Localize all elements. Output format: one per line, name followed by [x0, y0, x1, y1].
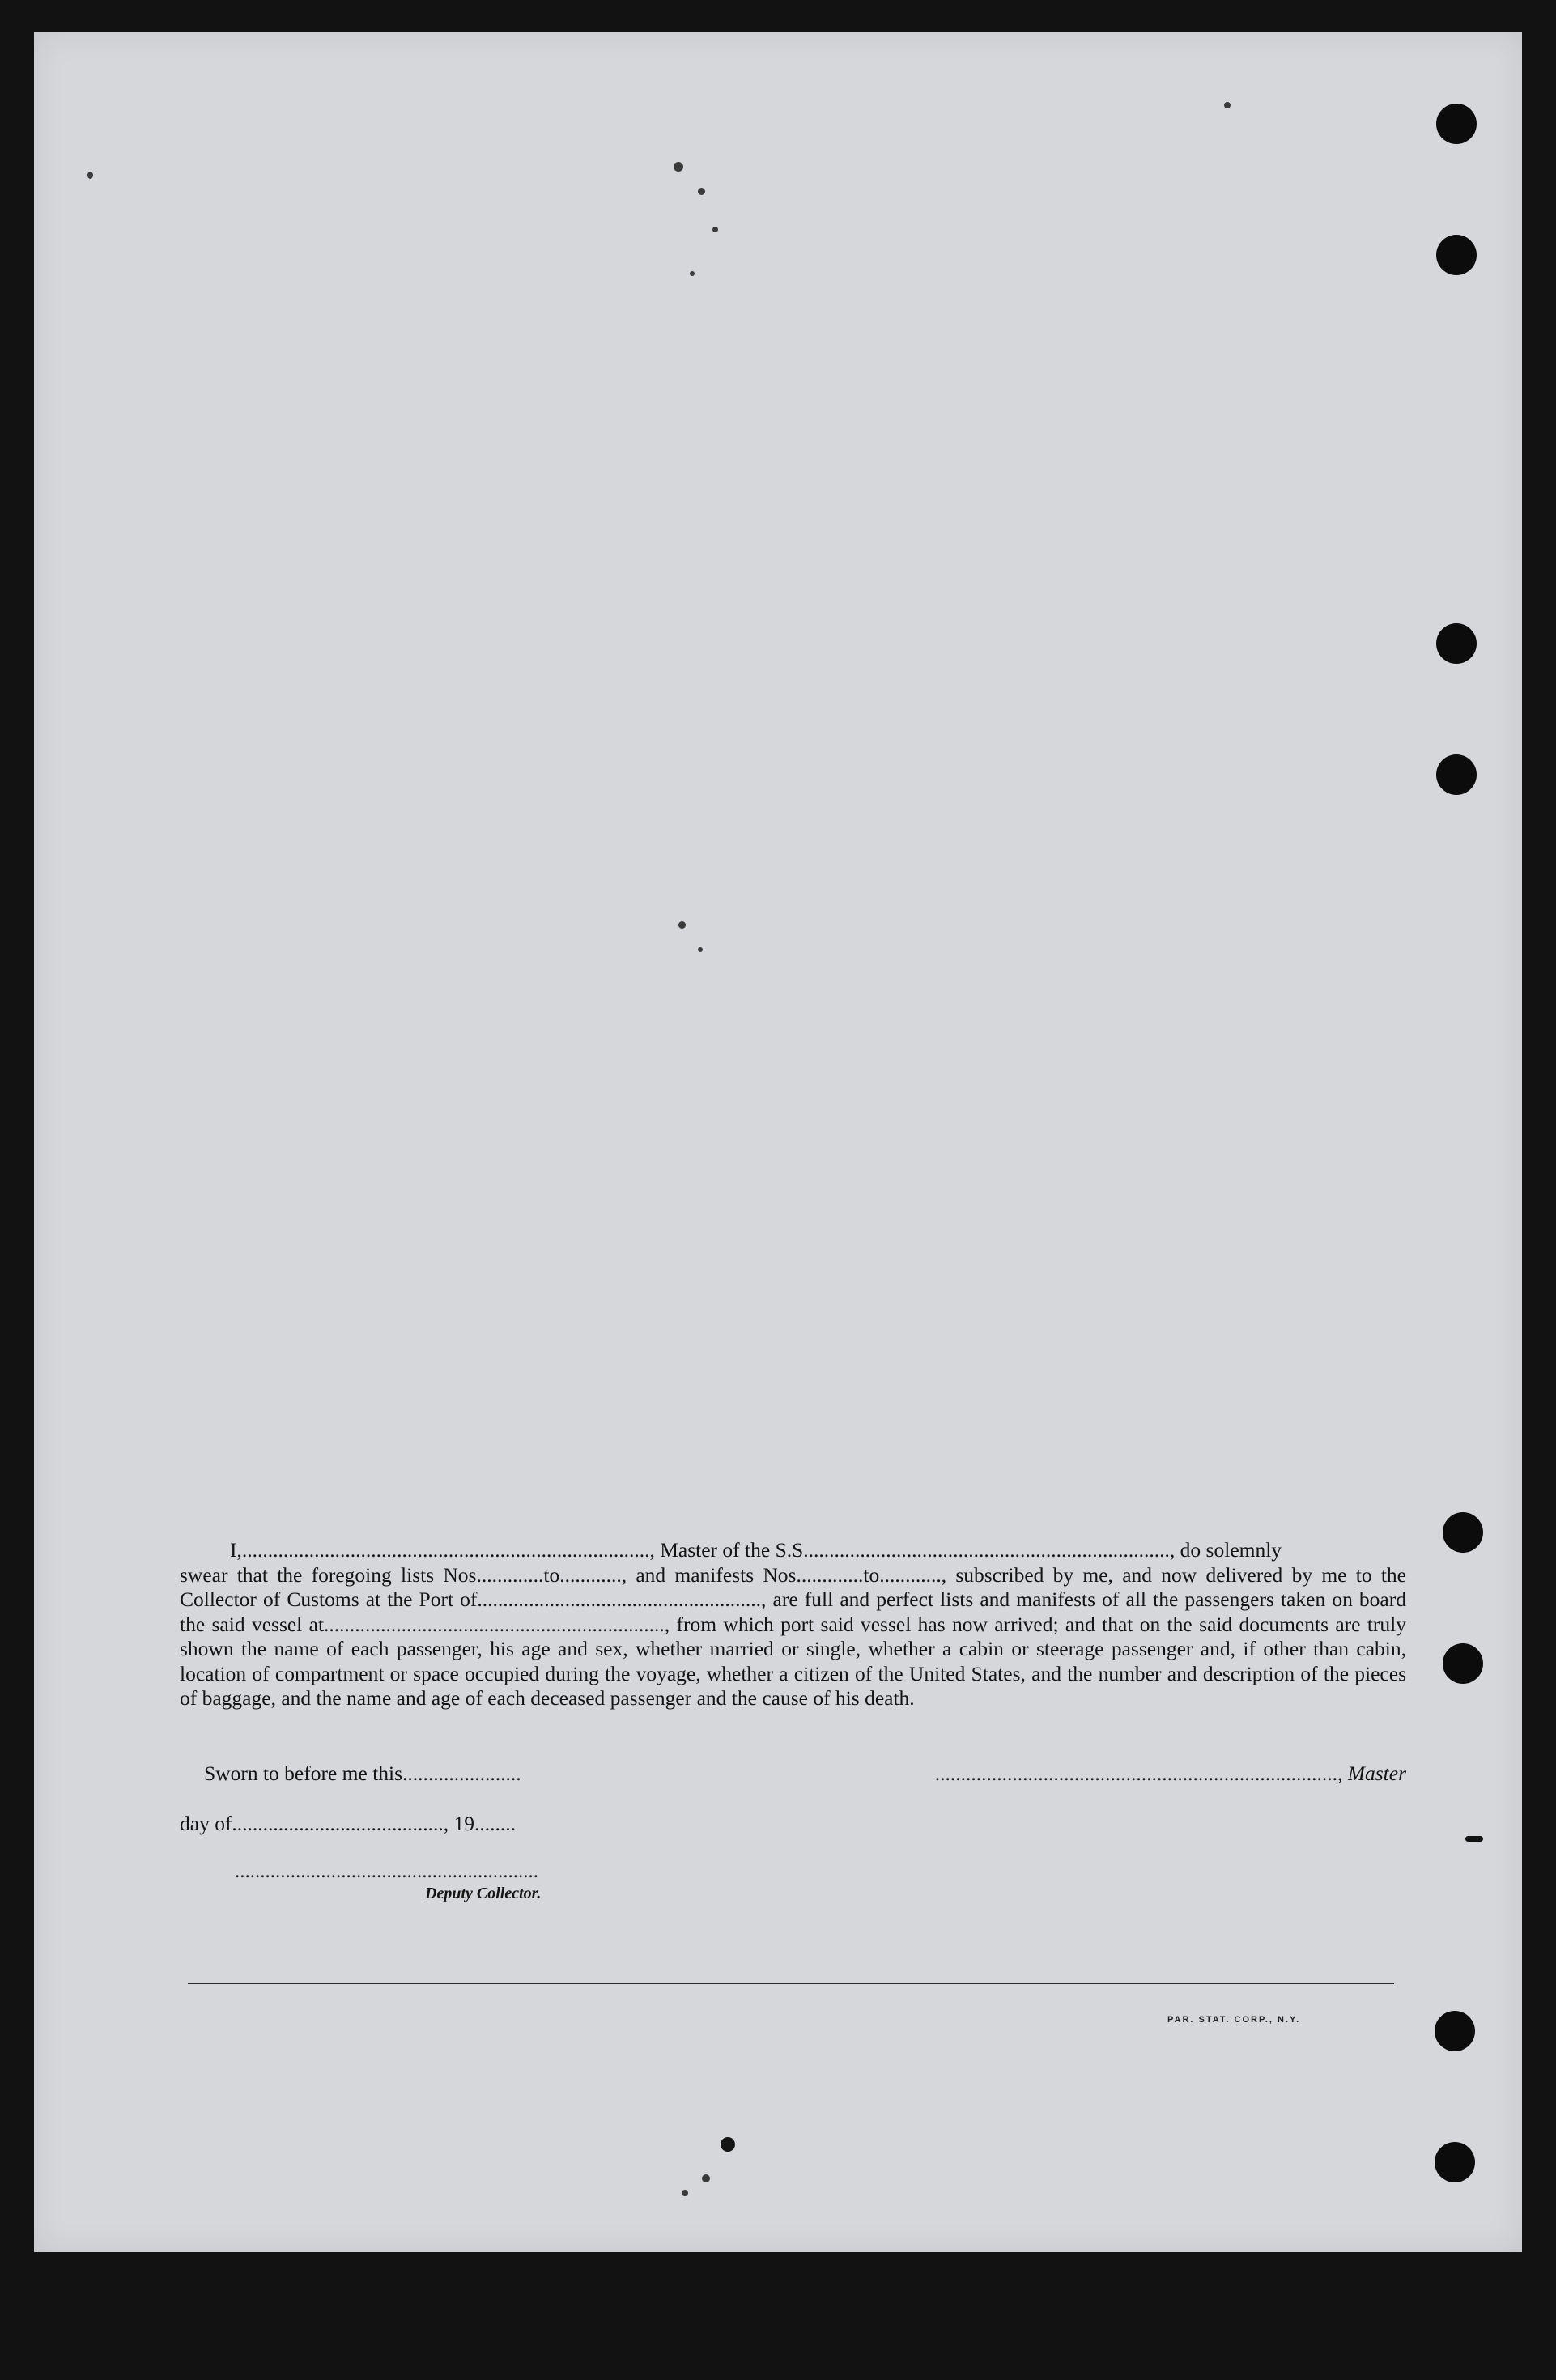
dust-speck — [698, 188, 705, 195]
dust-speck — [1224, 102, 1231, 108]
dust-speck — [674, 162, 683, 172]
dust-speck — [682, 2190, 688, 2196]
sworn-before-me-field: Sworn to before me this....................... — [204, 1762, 521, 1785]
dust-speck — [712, 227, 718, 232]
punch-hole — [1443, 1643, 1483, 1684]
bleed-through-text — [220, 162, 1111, 267]
punch-hole — [1443, 1512, 1483, 1553]
punch-hole — [1435, 2011, 1475, 2051]
oath-first-line: I,..............................................................................., Master of the S.S......................................................................., do solemnly — [230, 1538, 1282, 1562]
day-of-field: day of........................................., 19........ — [180, 1812, 517, 1835]
master-signature-field — [935, 1762, 1406, 1786]
dust-speck — [721, 2137, 735, 2152]
dust-speck — [87, 172, 93, 179]
punch-hole — [1436, 623, 1477, 664]
deputy-collector-signature-line: ............................................................ — [235, 1860, 538, 1882]
master-oath-paragraph — [180, 1538, 1406, 1711]
punch-hole — [1436, 235, 1477, 275]
printer-imprint: PAR. STAT. CORP., N.Y. — [1167, 2015, 1301, 2025]
master-label: Master — [1347, 1762, 1406, 1785]
dust-speck — [1465, 1836, 1483, 1842]
dust-speck — [698, 947, 703, 952]
document-page — [34, 32, 1522, 2252]
horizontal-divider — [188, 1983, 1394, 1984]
punch-hole — [1436, 104, 1477, 144]
dust-speck — [678, 921, 686, 929]
punch-hole — [1435, 2142, 1475, 2182]
punch-hole — [1436, 754, 1477, 795]
dust-speck — [690, 271, 695, 276]
oath-body: swear that the foregoing lists Nos.............to............, and manifests Nos.............to............, subscribed by me, and now delivered by me to the Collector of Customs at the Port of......................................................., are full and perfect lists and manifests of all the passengers taken on board the said vessel at.................................................................., from which port said vessel has now arrived; and that on the said documents are truly shown the name of each passenger, his age and sex, whether married or single, whether a cabin or steerage passenger and, if other than cabin, location of compartment or space occupied during the voyage, whether a citizen of the United States, and the number and description of the pieces of baggage, and the name and age of each deceased passenger and the cause of his death. — [180, 1562, 1406, 1710]
dust-speck — [702, 2174, 710, 2182]
deputy-collector-label: Deputy Collector. — [425, 1885, 542, 1902]
master-signature-line: .............................................................................., — [934, 1762, 1343, 1785]
